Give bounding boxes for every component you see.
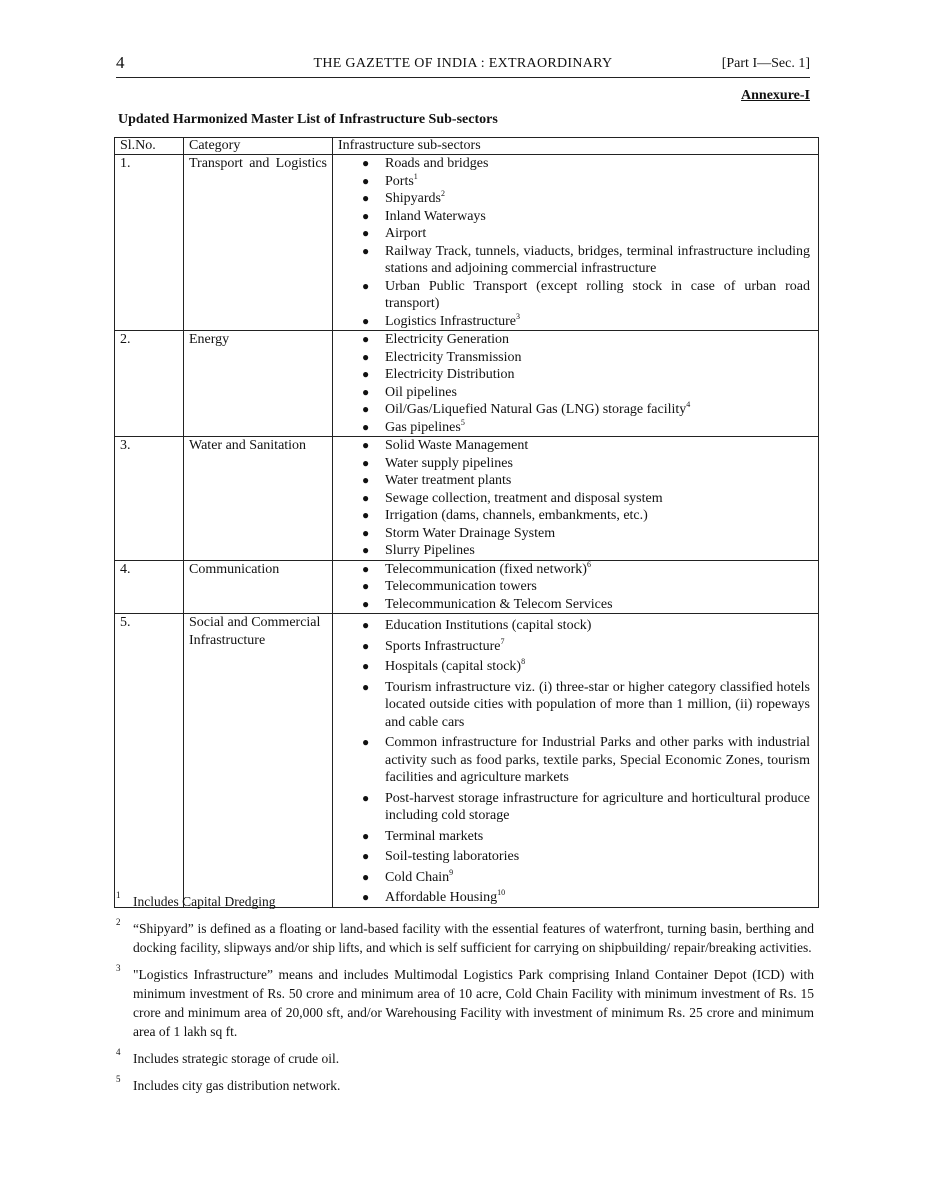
- bullet-icon: ●: [362, 679, 370, 694]
- subsector-item: [338, 525, 813, 543]
- footnote-number: 4: [116, 1047, 121, 1057]
- row-sl-no: 3.: [115, 437, 184, 561]
- subsector-item: [338, 658, 813, 676]
- header-subsectors: Infrastructure sub-sectors: [333, 138, 819, 155]
- footnote-text: "Logistics Infrastructure” means and includes Multimodal Logistics Park comprising Inland Container Depot (ICD) with minimum investment of Rs. 50 crore and minimum area of 10 acre, Cold Chain Facility with minimum investment of Rs. 15 crore and minimum area of 20,000 sft, and/or Warehousing Facility with investment of minimum Rs. 25 crore and minimum area of 1 lakh sq ft.: [133, 967, 814, 1039]
- subsector-item: [338, 225, 813, 243]
- footnote-ref: 3: [516, 311, 521, 321]
- subsector-item: [338, 596, 813, 614]
- table-header-row: [115, 138, 819, 155]
- bullet-icon: ●: [362, 332, 370, 346]
- row-category: Energy: [184, 331, 333, 437]
- bullet-icon: ●: [362, 638, 370, 653]
- footnotes: [114, 892, 814, 1103]
- table-row: [115, 155, 819, 331]
- subsector-item: [338, 243, 813, 278]
- bullet-icon: ●: [362, 402, 370, 416]
- footnote-text: “Shipyard” is defined as a floating or land-based facility with the essential features of waterfront, turning basin, berthing and docking facility, slipways and/or ship lifts, and which is self sufficient for carrying on shipbuilding/ repair/breaking activities.: [133, 921, 814, 955]
- subsector-text: Water treatment plants: [385, 473, 512, 488]
- subsector-item: [338, 490, 813, 508]
- footnote: [114, 1049, 814, 1068]
- subsector-item: [338, 349, 813, 367]
- subsector-item: [338, 790, 813, 825]
- bullet-icon: ●: [362, 384, 370, 399]
- footnote-text: Includes Capital Dredging: [133, 894, 276, 909]
- table-title: Updated Harmonized Master List of Infrastructure Sub-sectors: [118, 112, 498, 127]
- subsector-text: Telecommunication (fixed network): [385, 561, 587, 577]
- footnote-ref: 7: [500, 636, 505, 646]
- row-category: Water and Sanitation: [184, 437, 333, 561]
- subsector-item: [338, 278, 813, 313]
- subsector-item: [338, 617, 813, 635]
- row-sl-no: 4.: [115, 560, 184, 614]
- footnote: [114, 1076, 814, 1095]
- part-section: [Part I—Sec. 1]: [721, 56, 810, 71]
- row-sl-no: 1.: [115, 155, 184, 331]
- row-subsectors: [333, 155, 819, 331]
- bullet-icon: ●: [362, 156, 370, 170]
- subsector-text: Slurry Pipelines: [385, 543, 475, 558]
- subsector-item: [338, 542, 813, 560]
- bullet-icon: ●: [362, 226, 370, 240]
- subsector-text: Education Institutions (capital stock): [385, 618, 592, 633]
- bullet-icon: ●: [362, 543, 370, 557]
- bullet-icon: ●: [362, 508, 370, 522]
- table-row: [115, 331, 819, 437]
- subsector-text: Solid Waste Management: [385, 438, 529, 453]
- subsector-item: [338, 828, 813, 846]
- subsector-text: Telecommunication towers: [385, 579, 537, 594]
- subsector-item: [338, 173, 813, 191]
- subsector-item: [338, 155, 813, 173]
- footnote-number: 5: [116, 1074, 121, 1084]
- bullet-icon: ●: [362, 561, 370, 576]
- row-sl-no: 2.: [115, 331, 184, 437]
- bullet-icon: ●: [362, 525, 370, 540]
- bullet-icon: ●: [362, 659, 370, 673]
- subsector-item: [338, 401, 813, 419]
- subsector-text: Terminal markets: [385, 828, 484, 844]
- subsector-text: Electricity Transmission: [385, 349, 522, 365]
- subsector-item: [338, 638, 813, 656]
- subsector-item: [338, 561, 813, 579]
- subsector-text: Electricity Distribution: [385, 367, 515, 382]
- bullet-icon: ●: [362, 869, 370, 884]
- subsector-text: Airport: [385, 226, 427, 241]
- row-subsectors: [333, 437, 819, 561]
- row-subsectors: [333, 560, 819, 614]
- bullet-icon: ●: [362, 828, 370, 843]
- subsector-item: [338, 578, 813, 596]
- subsector-item: [338, 331, 813, 349]
- bullet-icon: ●: [362, 438, 370, 452]
- bullet-icon: ●: [362, 849, 370, 863]
- bullet-icon: ●: [362, 790, 370, 805]
- subsector-text: Sewage collection, treatment and disposal system: [385, 490, 663, 506]
- page-header: [116, 53, 810, 78]
- subsector-list: [338, 561, 813, 614]
- bullet-icon: ●: [362, 313, 370, 328]
- bullet-icon: ●: [362, 349, 370, 364]
- bullet-icon: ●: [362, 173, 370, 188]
- subsector-text: Hospitals (capital stock): [385, 659, 522, 674]
- row-sl-no: 5.: [115, 614, 184, 908]
- row-subsectors: [333, 614, 819, 908]
- header-category: Category: [184, 138, 333, 155]
- bullet-icon: ●: [362, 490, 370, 505]
- row-category: Communication: [184, 560, 333, 614]
- subsector-text: Telecommunication & Telecom Services: [385, 596, 613, 612]
- subsector-text: Tourism infrastructure viz. (i) three-star or higher category classified hotels located outside cities with population of more than 1 million, (ii) ropeways and cable cars: [385, 679, 810, 730]
- subsector-item: [338, 190, 813, 208]
- footnote: [114, 892, 814, 911]
- table-row: [115, 437, 819, 561]
- bullet-icon: ●: [362, 735, 370, 749]
- bullet-icon: ●: [362, 596, 370, 611]
- subsector-list: [338, 437, 813, 560]
- subsector-text: Logistics Infrastructure: [385, 313, 517, 329]
- footnote-number: 3: [116, 963, 121, 973]
- subsector-text: Oil pipelines: [385, 384, 457, 400]
- footnote-ref: 6: [586, 559, 591, 569]
- subsector-text: Storm Water Drainage System: [385, 525, 556, 541]
- bullet-icon: ●: [362, 579, 370, 593]
- bullet-icon: ●: [362, 890, 370, 904]
- subsector-text: Railway Track, tunnels, viaducts, bridges, terminal infrastructure including stations and adjoining commercial infrastructure: [385, 243, 810, 276]
- footnote-number: 2: [116, 917, 121, 927]
- subsector-text: Affordable Housing: [385, 890, 498, 905]
- subsector-text: Urban Public Transport (except rolling stock in case of urban road transport): [385, 278, 810, 311]
- annexure-label: Annexure-I: [741, 88, 810, 103]
- header-sl-no: Sl.No.: [115, 138, 184, 155]
- subsector-text: Shipyards: [385, 191, 441, 206]
- footnote-ref: 2: [441, 189, 445, 198]
- footnote: [114, 965, 814, 1041]
- subsector-item: [338, 313, 813, 331]
- subsector-text: Common infrastructure for Industrial Parks and other parks with industrial activity such as food parks, textile parks, Special Economic Zones, tourism facilities and agriculture markets: [385, 735, 810, 785]
- subsector-text: Soil-testing laboratories: [385, 849, 520, 864]
- subsector-item: [338, 419, 813, 437]
- subsector-item: [338, 507, 813, 525]
- row-category: Transport and Logistics: [184, 155, 333, 331]
- bullet-icon: ●: [362, 473, 370, 487]
- subsector-text: Gas pipelines: [385, 419, 461, 435]
- subsector-text: Inland Waterways: [385, 208, 486, 224]
- footnote-ref: 9: [449, 867, 454, 877]
- subsector-item: [338, 679, 813, 732]
- subsector-item: [338, 472, 813, 490]
- subsector-text: Ports: [385, 173, 414, 189]
- row-category: Social and Commercial Infrastructure: [184, 614, 333, 908]
- subsector-text: Oil/Gas/Liquefied Natural Gas (LNG) storage facility: [385, 402, 687, 417]
- subsector-text: Sports Infrastructure: [385, 638, 501, 654]
- bullet-icon: ●: [362, 278, 370, 293]
- footnote-ref: 1: [413, 171, 418, 181]
- subsector-item: [338, 384, 813, 402]
- subsector-text: Post-harvest storage infrastructure for agriculture and horticultural produce including cold storage: [385, 790, 810, 823]
- bullet-icon: ●: [362, 191, 370, 205]
- gazette-title: THE GAZETTE OF INDIA : EXTRAORDINARY: [313, 56, 613, 71]
- subsector-text: Roads and bridges: [385, 156, 489, 171]
- footnote-ref: 4: [686, 400, 691, 409]
- subsector-text: Irrigation (dams, channels, embankments, etc.): [385, 508, 648, 523]
- subsector-item: [338, 869, 813, 887]
- subsector-list: [338, 617, 813, 907]
- footnote-ref: 8: [521, 657, 526, 666]
- table-row: [115, 614, 819, 908]
- bullet-icon: ●: [362, 618, 370, 632]
- footnote-ref: 5: [460, 417, 465, 427]
- infrastructure-table: [114, 137, 819, 908]
- footnote-text: Includes strategic storage of crude oil.: [133, 1051, 340, 1066]
- footnote-number: 1: [116, 890, 121, 900]
- footnote-ref: 10: [497, 888, 506, 897]
- row-subsectors: [333, 331, 819, 437]
- bullet-icon: ●: [362, 208, 370, 223]
- footnote-text: Includes city gas distribution network.: [133, 1078, 341, 1093]
- subsector-text: Electricity Generation: [385, 332, 509, 347]
- subsector-item: [338, 455, 813, 473]
- subsector-item: [338, 734, 813, 787]
- subsector-item: [338, 208, 813, 226]
- table-row: [115, 560, 819, 614]
- subsector-item: [338, 366, 813, 384]
- bullet-icon: ●: [362, 243, 370, 258]
- footnote: [114, 919, 814, 957]
- subsector-item: [338, 437, 813, 455]
- bullet-icon: ●: [362, 419, 370, 434]
- subsector-text: Water supply pipelines: [385, 455, 513, 471]
- subsector-list: [338, 155, 813, 330]
- page-number: 4: [116, 53, 125, 72]
- subsector-text: Cold Chain: [385, 869, 450, 885]
- subsector-item: [338, 848, 813, 866]
- bullet-icon: ●: [362, 367, 370, 381]
- subsector-list: [338, 331, 813, 436]
- bullet-icon: ●: [362, 455, 370, 470]
